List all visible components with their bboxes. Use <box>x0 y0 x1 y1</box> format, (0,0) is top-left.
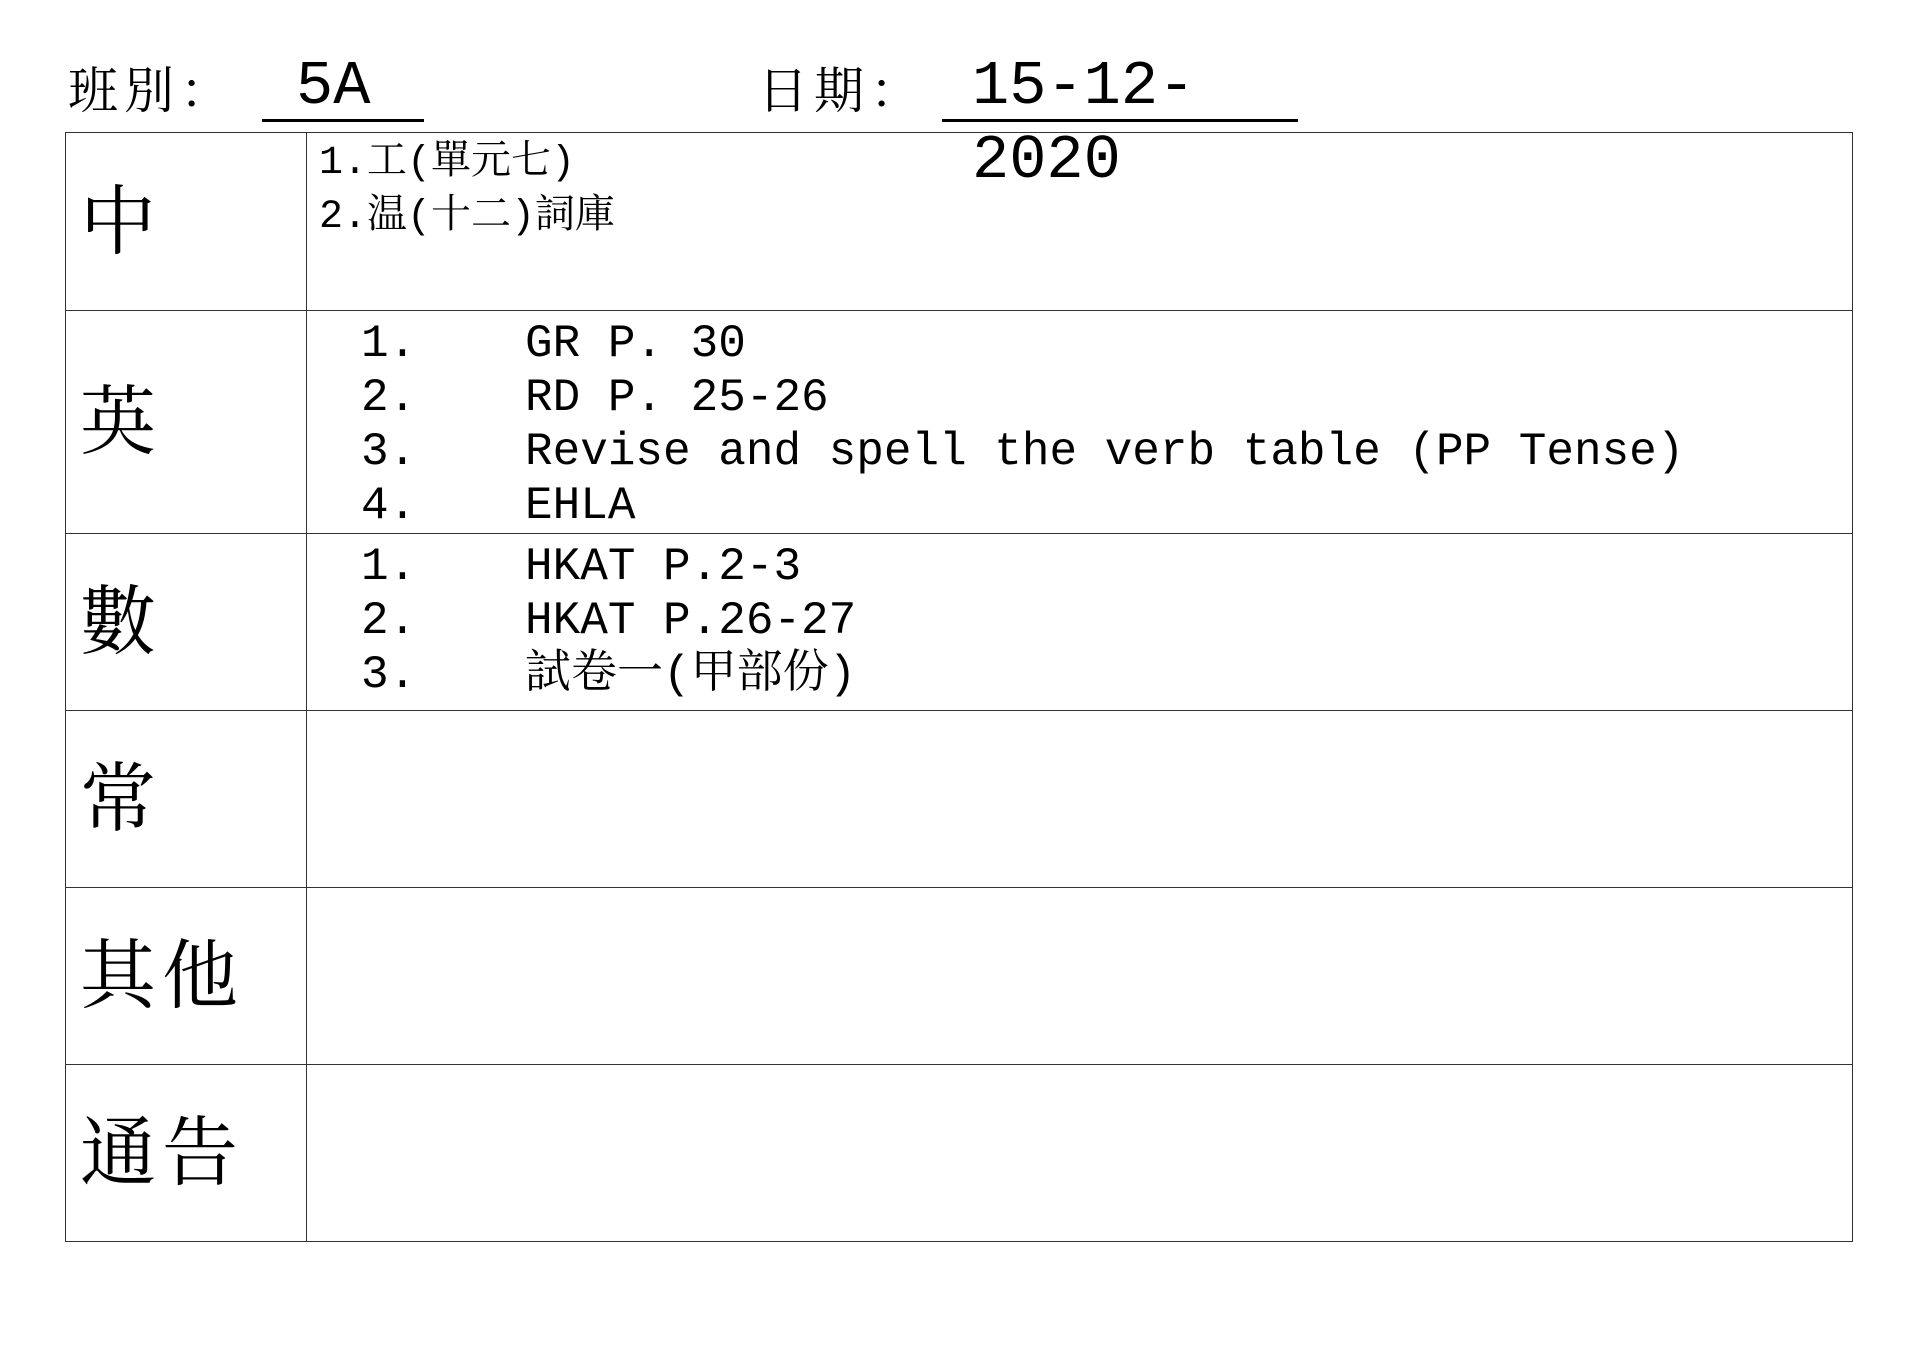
english-item-3 <box>307 425 1852 479</box>
subject-label-general-studies: 常 <box>66 711 307 888</box>
subject-label-chinese: 中 <box>66 133 307 311</box>
date-label: 日期： <box>758 62 926 120</box>
chinese-line-2: 2.温(十二)詞庫 <box>319 195 616 240</box>
math-item-1 <box>307 540 1852 594</box>
item-text: EHLA <box>525 480 636 532</box>
english-item-4 <box>307 479 1852 533</box>
math-item-3 <box>307 648 1852 702</box>
item-number: 2. <box>361 595 417 647</box>
class-label: 班別： <box>68 62 236 120</box>
item-number: 4. <box>361 480 417 532</box>
item-number: 2. <box>361 372 417 424</box>
subject-label-others: 其他 <box>66 888 307 1065</box>
subject-label-notices: 通告 <box>66 1065 307 1242</box>
item-number: 3. <box>361 649 417 701</box>
row-notices <box>66 1065 1853 1242</box>
content-general-studies <box>307 711 1853 888</box>
row-general-studies <box>66 711 1853 888</box>
item-number: 1. <box>361 318 417 370</box>
item-number: 1. <box>361 541 417 593</box>
row-chinese <box>66 133 1853 311</box>
item-text: 試卷一(甲部份) <box>525 649 857 701</box>
content-chinese <box>307 133 1853 311</box>
content-math <box>307 534 1853 711</box>
chinese-line-1: 1.工(單元七) <box>319 141 576 186</box>
english-item-2 <box>307 371 1852 425</box>
content-others <box>307 888 1853 1065</box>
english-item-1 <box>307 317 1852 371</box>
row-math <box>66 534 1853 711</box>
subject-label-math: 數 <box>66 534 307 711</box>
content-notices <box>307 1065 1853 1242</box>
row-english <box>66 311 1853 534</box>
content-english <box>307 311 1853 534</box>
item-text: HKAT P.26-27 <box>525 595 857 647</box>
row-others <box>66 888 1853 1065</box>
math-item-2 <box>307 594 1852 648</box>
item-text: Revise and spell the verb table (PP Tense) <box>525 426 1685 478</box>
item-number: 3. <box>361 426 417 478</box>
homework-table <box>65 132 1853 1242</box>
item-text: HKAT P.2-3 <box>525 541 802 593</box>
item-text: RD P. 25-26 <box>525 372 829 424</box>
item-text: GR P. 30 <box>525 318 746 370</box>
class-value: 5A <box>262 50 424 122</box>
date-value: 15-12-2020 <box>942 50 1298 122</box>
subject-label-english: 英 <box>66 311 307 534</box>
